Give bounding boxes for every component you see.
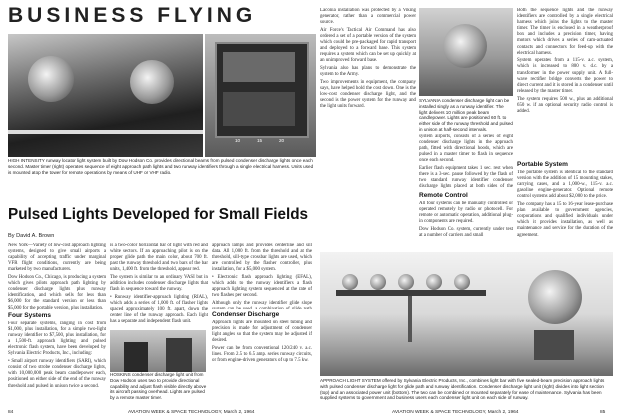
photo-sylvania-light [419, 8, 513, 96]
page-number-left: 84 [8, 410, 14, 415]
dial-label: 15 [257, 138, 263, 143]
paragraph: The system requires 500 w., plus an additional 650 w. if an optional security radio control is added. [517, 96, 613, 114]
paragraph: approach lamps and provides centerline and sill data. All 1,000 ft. from the threshold and at the threshold, sill-type crossbar lights are used, which are controlled by the flasher controller, plus installation, for a $5,000 system. [212, 243, 312, 273]
footer-left: AVIATION WEEK & SPACE TECHNOLOGY, March 2, 1964 [128, 410, 255, 415]
paragraph: Sylvania also has plans to demonstrate the system to the Army. [320, 66, 416, 78]
paragraph: The system is similar to an ordinary VASI but in addition includes condenser discharge lights that flash in sequence toward the runway. [110, 275, 208, 293]
paragraph: Earlier flash equipment takes 1 sec. rest when there is a 3-sec. pause followed by the flash of two standard runway identifier condenser discharge lights placed at both sides of the [419, 166, 513, 190]
paragraph: Laconia installation was protected by a Viking generator, rather than a commercial power source. [320, 8, 416, 26]
paragraph: is a two-color horizontal bar of light with red and white sectors. If an approaching pilot is on the proper glide path the main color, about 700 ft. past the runway threshold and two bars of the bar units, 1,400 ft. from the threshold, appear red. [110, 243, 208, 273]
subhead-four-systems: Four Systems [8, 312, 51, 319]
paragraph: The portable system is identical to the standard version with the addition of 15 mounting stakes, carrying cases, and a 1,000-w., 115-v. a.c. gasoline engine-generator. Optional remote control systems add about $2,000 to the price. [517, 170, 613, 200]
article-title: Pulsed Lights Developed for Small Fields [8, 206, 309, 223]
lamp-image [443, 24, 487, 68]
paragraph: Both the sequence lights and the runway identifiers are controlled by a single electrical harness which joins the lights to the master timer. The timer is enclosed in a weatherproof box and includes a precision timer, having motors which drives a series of cam-actuated contacts and connectors for feed-up with the electrical harness. [517, 8, 613, 56]
paragraph: The company has a 15 to 16-year lease-purchase plan available to government agencies, corporations and qualified individuals under which it provides installation, as well as maintenance and service for the duration of the agreement. [517, 202, 613, 238]
article-column-2 [110, 243, 208, 329]
article-column-3 [212, 243, 312, 309]
article-column-1 [8, 243, 106, 310]
paragraph: • Electronic flash approach lighting (EFAL), which adds to the runway identifiers a flash approach lighting system sequenced at the rate of two flashes per second. [212, 275, 312, 299]
article-column-6b [517, 170, 613, 248]
paragraph: Although only the runway identifier glide slope [212, 301, 312, 307]
paragraph: All four systems can be manually controlled or operated remotely by radio or photocell. For remote or automatic operation, additional plug-in components are required. [419, 201, 513, 225]
photo-master-timer [205, 34, 316, 157]
caption-sylvania: SYLVANIA condenser discharge light can be installed singly as a runway identifier. The light delivers 10 million peak beam candlepower. Lights are positioned 60 ft. to either side of the runway threshold and pulsed in unison at half-second intervals. [419, 98, 513, 132]
photo-approach-light-system [320, 252, 613, 376]
article-column-5b [419, 201, 513, 248]
dial-label: 20 [279, 138, 285, 143]
paragraph: • Small airport runway identifiers (SARI), which consist of two strobe condenser discharge lights, with 10,000,000 peak beam candlepower each, positioned on either side of the end of the runway threshold and pulsed in unison twice a second. [8, 359, 106, 389]
paragraph: • Runway identifier-approach lighting (RIAL), which adds a series of 1,000 ft. of flasher lights spaced approximately 100 ft. apart, down the center line of the runway approach. Each light has a separate and independent flash unit. [110, 294, 208, 325]
paragraph: Air Force's Tactical Air Command has also ordered a set of a portable version of the system which could be pre-packaged for rapid transport and deployed to a forward base. This system requires a system which can be set up quickly at an unimproved forward base. [320, 27, 416, 64]
paragraph: System operates from a 115-v. a.c. system, which is increased to 800 v. d.c. by a transformer in the power supply unit. A full-wave rectifier bridge converts the power to direct current and it is stored in a condenser until released by the master timer. [517, 58, 613, 94]
caption-top-left: HIGH INTENSITY runway locator light system built by Dow Hodson Co. provides directional beams from pulsed condenser discharge lights once each second. Master timer (right) operates sequence of eight approach path lights and two runway identifiers through a single electrical harness. Units used is mounted atop the tower for remote operations by means of UHF or VHF radio. [8, 158, 314, 175]
paragraph: Two improvements in equipment, the company says, have helped hold the cost down. One is the low-cost condenser discharge light, and the second is the power system for the runway and the light units forward. [320, 79, 416, 110]
lamp-image [28, 56, 74, 102]
byline: By David A. Brown [8, 233, 55, 239]
paragraph: New York—Variety of low-cost approach lighting systems, designed to give small airports a capability of accepting traffic under marginal VFR flight conditions, currently are being marketed by two manufacturers. [8, 243, 106, 273]
lamp-image [130, 60, 174, 104]
article-column-1b [8, 321, 106, 405]
paragraph: Dow Hodson Co., Chicago, is producing a system which gives pilots approach path lighting by condenser discharge lights plus runway identification, and which sells for less than $6,000 for the standard version or less than $5,000 for the portable version, plus installation. [8, 275, 106, 310]
article-column-5 [419, 134, 513, 190]
photo-runway-lights [8, 34, 203, 157]
subhead-condenser-discharge: Condenser Discharge [212, 311, 280, 318]
article-column-4 [320, 8, 416, 248]
dial-label: 10 [235, 138, 241, 143]
paragraph: Approach lights are mounted on steel tubing and precision is made for adjustment of condenser light angles so that the system may be adjusted if desired. [212, 320, 312, 344]
paragraph: Power can be from conventional 120/240 v. a.c. lines. From 2.5 to 6.5 amp. series runway circuits, or from engine-driven generators of up to 7.5 kw. [212, 345, 312, 364]
footer-right: AVIATION WEEK & SPACE TECHNOLOGY, March 2, 1964 [392, 410, 519, 415]
paragraph: Four separate systems, ranging in cost from $1,000, plus installation, for a simple two-light runway identifier to $7,500, plus installation, for a 1,500-ft. approach lighting and pulsed electronic flash system, have been developed by Sylvania Electric Products, Inc., including: [8, 321, 106, 357]
caption-bottom-left: HOSKINS condenser discharge light unit from Dow Hodson uses two to provide directional capability and adjust flash visible directly above its aircraft passing overhead. Lights are pulsed by a remote master timer. [110, 372, 208, 406]
paragraph: system airports, consists of a series of eight condenser discharge lights in the approach path, fitted with directional hoods, which are pulsed in a master timer to flash in sequence once each second. [419, 134, 513, 164]
paragraph: Dow Hodson Co. system, currently under test at a number of carriers and small [419, 226, 513, 239]
page-number-right: 85 [600, 410, 606, 415]
section-header: BUSINESS FLYING [8, 4, 257, 27]
caption-bottom-right: APPROACH LIGHT SYSTEM offered by Sylvania Electric Products, Inc., combines light bar with five sealed-beam precision approach lights with pulsed condenser discharge light for glide path and runway identification. Condenser discharge light unit (right) divides into light section (top) and an associated power unit (bottom). The two can be combined or mounted separately for ease of maintenance. Sylvania has been supplied systems to government and business users each condenser light unit on each side of runway. [320, 378, 605, 401]
subhead-remote-control: Remote Control [419, 192, 468, 199]
article-column-3b [212, 320, 312, 405]
subhead-portable-system: Portable System [517, 161, 568, 168]
article-column-6 [517, 8, 613, 158]
